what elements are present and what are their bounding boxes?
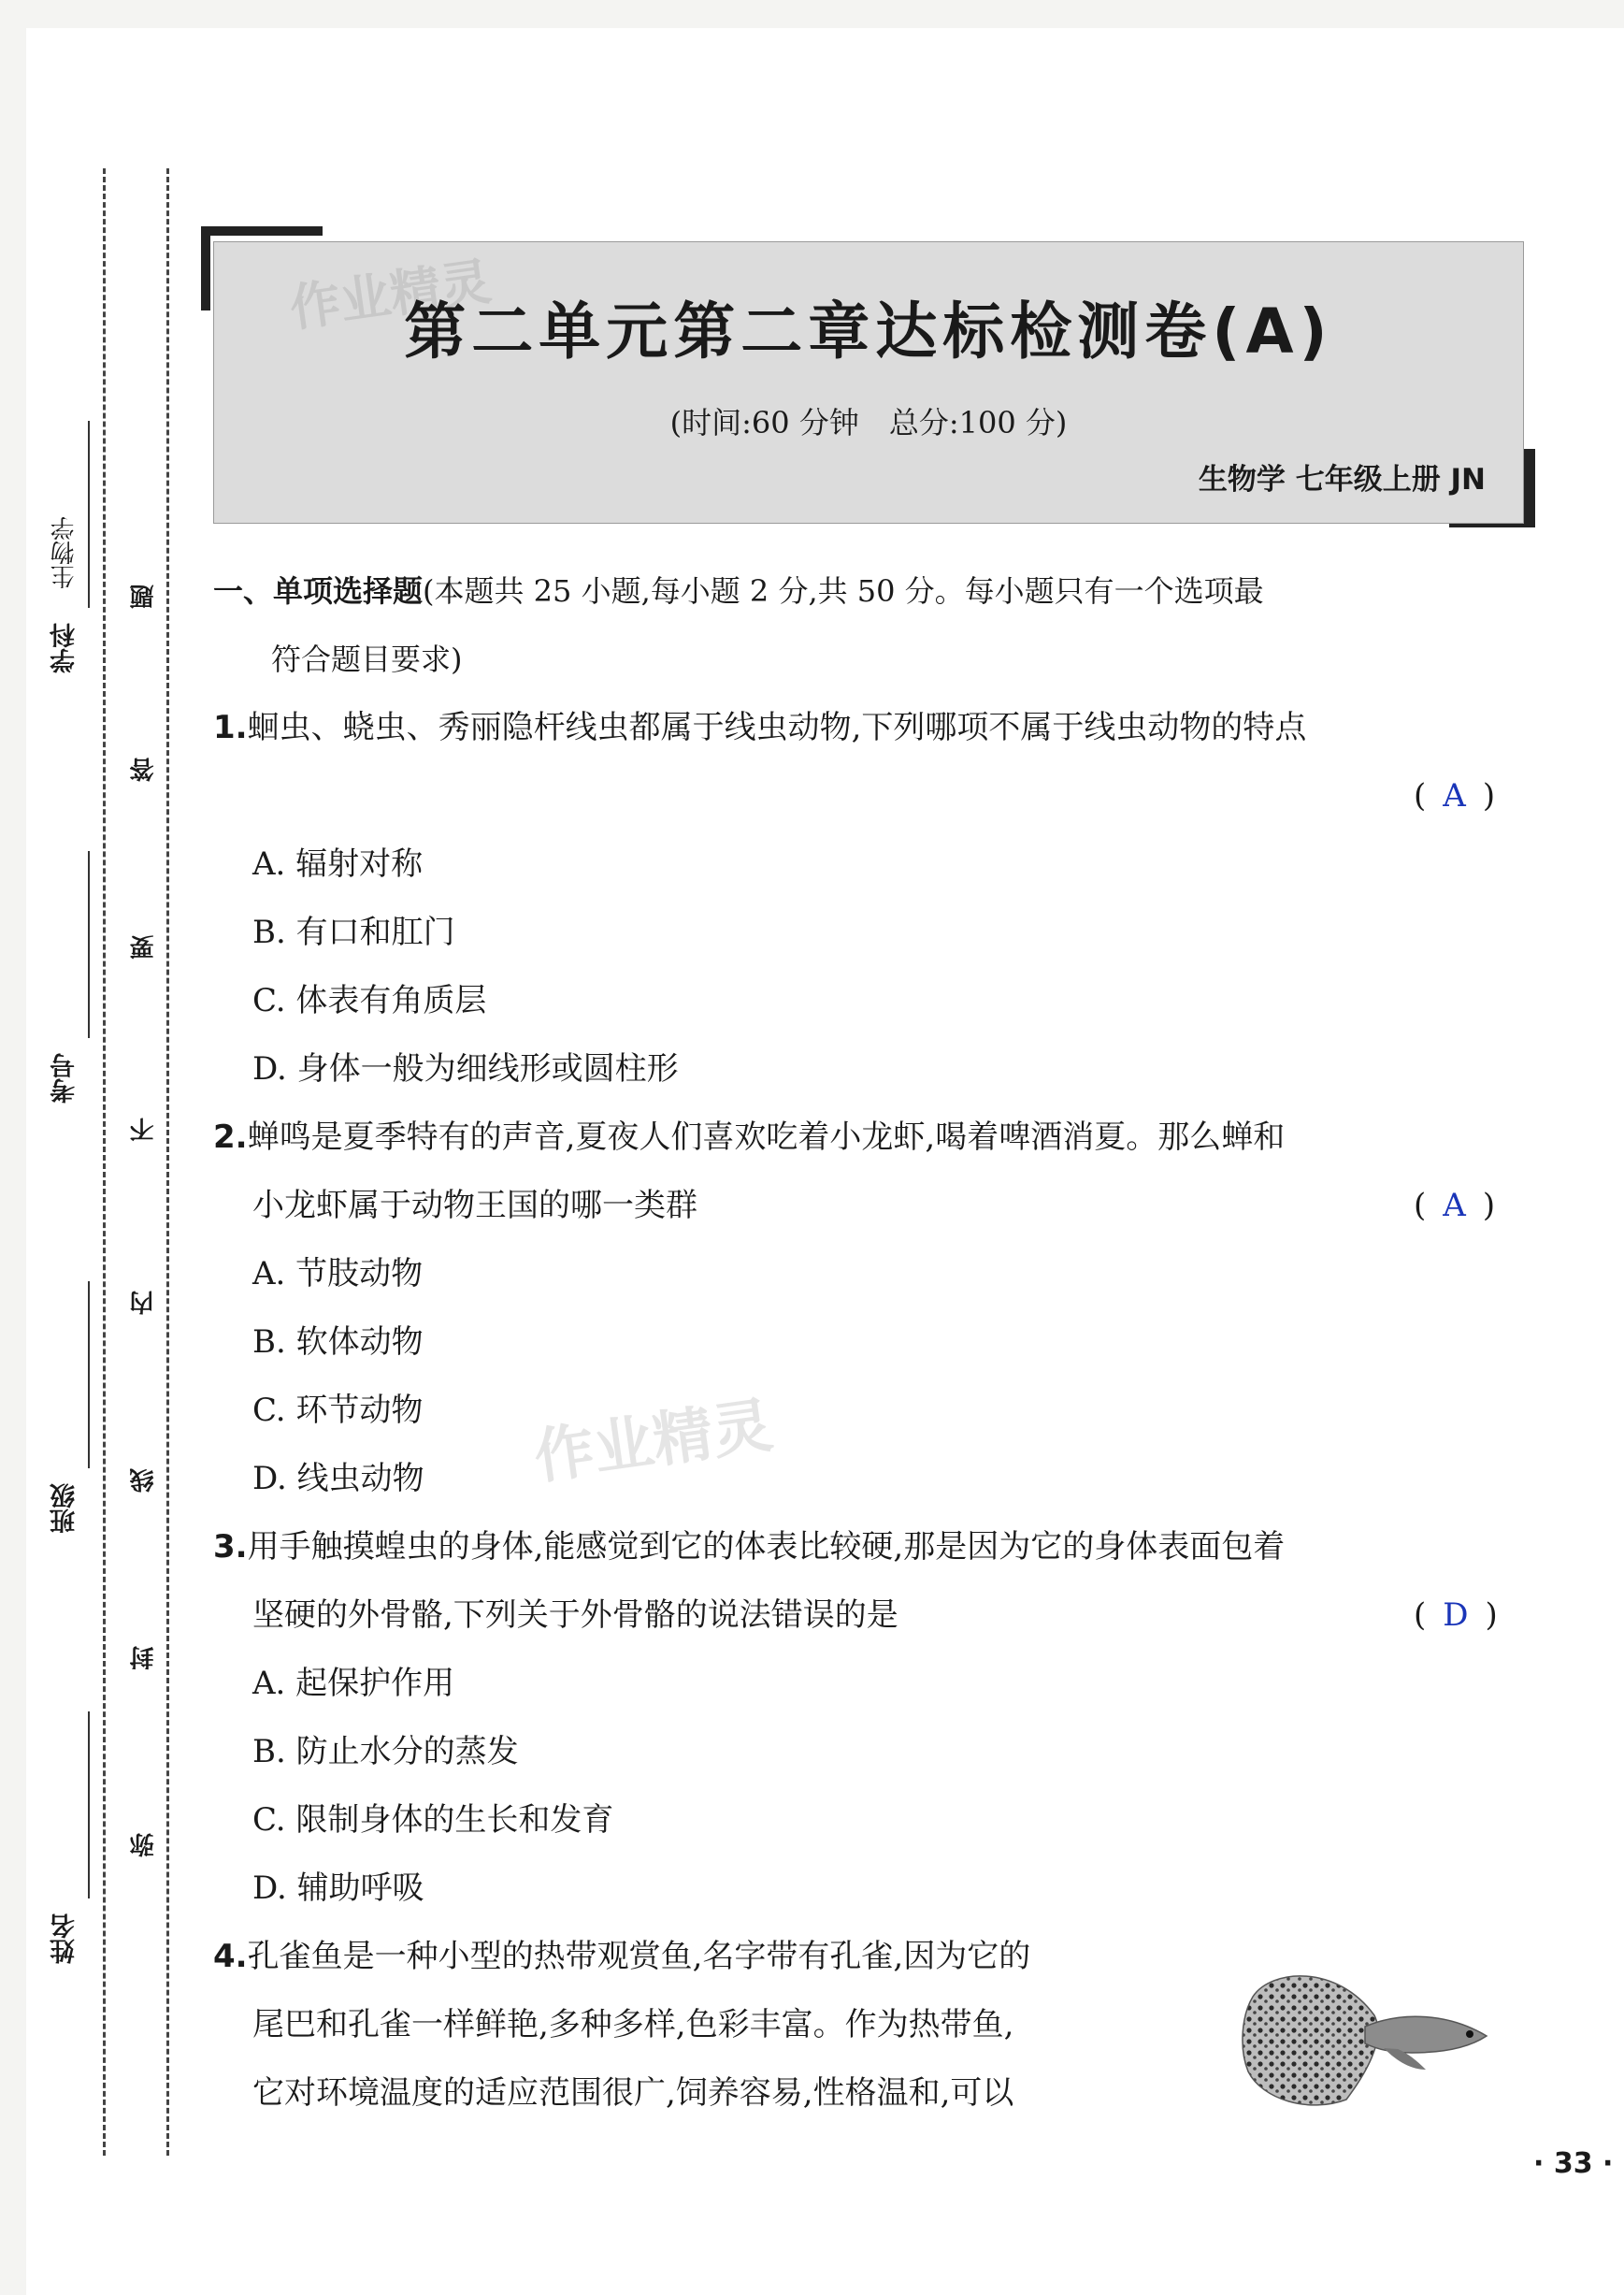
section-heading: 一、单项选择题: [213, 573, 424, 609]
seal-char: 不: [130, 1118, 158, 1142]
title-banner: [213, 241, 1524, 524]
book-label: 生物学 七年级上册 JN: [1198, 463, 1486, 497]
guppy-fish-image: [1234, 1959, 1505, 2123]
question-text-continued: 尾巴和孔雀一样鲜艳,多种多样,色彩丰富。作为热带鱼,: [252, 2006, 1014, 2043]
option[interactable]: A. 节肢动物: [252, 1255, 424, 1292]
question-number: 1.: [213, 709, 248, 746]
question-number: 4.: [213, 1938, 248, 1975]
field-exam-number-underline: [88, 851, 90, 1038]
question-text-continued: 小龙虾属于动物王国的哪一类群: [252, 1187, 697, 1224]
page-title: 第二单元第二章达标检测卷(A): [404, 296, 1333, 368]
field-class[interactable]: [47, 1253, 84, 1534]
option[interactable]: D. 辅助呼吸: [252, 1869, 424, 1907]
field-subject-underline: [88, 421, 90, 608]
section-note-continued: 符合题目要求): [271, 642, 463, 677]
field-class-underline: [88, 1281, 90, 1468]
seal-char: 题: [130, 585, 158, 609]
banner-corner-mark: [201, 226, 210, 310]
option[interactable]: B. 软体动物: [252, 1323, 424, 1361]
question-text-continued: 坚硬的外骨骼,下列关于外骨骼的说法错误的是: [252, 1596, 898, 1634]
question-text: 用手触摸蝗虫的身体,能感觉到它的体表比较硬,那是因为它的身体表面包着: [247, 1528, 1286, 1566]
seal-char: 封: [130, 1646, 158, 1670]
answer-bracket[interactable]: ( A ): [1414, 777, 1496, 815]
binding-dashed-line-outer: [103, 168, 106, 2156]
question-number: 2.: [213, 1119, 248, 1156]
field-exam-number[interactable]: [47, 823, 84, 1104]
binding-dashed-line-inner: [166, 168, 169, 2156]
question-1: [213, 694, 1522, 762]
field-subject-label: 学科: [50, 623, 79, 673]
section-note: (本题共 25 小题,每小题 2 分,共 50 分。每小题只有一个选项最: [423, 573, 1264, 609]
section-instructions: [213, 557, 1522, 694]
banner-corner-mark: [201, 226, 323, 236]
seal-char: 线: [130, 1468, 158, 1493]
question-3: [213, 1513, 1522, 1581]
field-exam-number-label: 考号: [50, 1053, 79, 1104]
watermark: 作业精灵: [529, 1391, 777, 1494]
question-text: 蛔虫、蛲虫、秀丽隐杆线虫都属于线虫动物,下列哪项不属于线虫动物的特点: [247, 709, 1307, 746]
option[interactable]: B. 有口和肛门: [252, 914, 455, 951]
answer-value: A: [1443, 777, 1466, 815]
question-text-continued: 它对环境温度的适应范围很广,饲养容易,性格温和,可以: [252, 2074, 1014, 2112]
option[interactable]: C. 限制身体的生长和发育: [252, 1801, 614, 1839]
answer-bracket[interactable]: ( A ): [1414, 1187, 1496, 1224]
option[interactable]: D. 身体一般为细线形或圆柱形: [252, 1050, 679, 1088]
option[interactable]: A. 辐射对称: [252, 845, 424, 883]
answer-value: D: [1443, 1596, 1469, 1634]
seal-char: 答: [130, 758, 158, 782]
answer-bracket[interactable]: ( D ): [1414, 1596, 1498, 1634]
question-text: 孔雀鱼是一种小型的热带观赏鱼,名字带有孔雀,因为它的: [247, 1938, 1031, 1975]
field-name[interactable]: [47, 1683, 84, 1964]
option[interactable]: B. 防止水分的蒸发: [252, 1733, 519, 1770]
answer-value: A: [1443, 1187, 1466, 1224]
option[interactable]: C. 体表有角质层: [252, 982, 487, 1019]
option[interactable]: C. 环节动物: [252, 1392, 424, 1429]
exam-time-score: (时间:60 分钟 总分:100 分): [669, 405, 1068, 440]
field-name-underline: [88, 1711, 90, 1898]
field-name-label: 姓名: [50, 1913, 79, 1964]
seal-char: 弥: [130, 1833, 158, 1857]
question-number: 3.: [213, 1528, 248, 1566]
option[interactable]: D. 线虫动物: [252, 1460, 424, 1497]
watermark: 作业精灵: [286, 252, 495, 339]
option[interactable]: A. 起保护作用: [252, 1665, 455, 1702]
seal-char: 内: [130, 1291, 158, 1315]
question-text: 蝉鸣是夏季特有的声音,夏夜人们喜欢吃着小龙虾,喝着啤酒消夏。那么蝉和: [247, 1119, 1286, 1156]
field-subject[interactable]: [47, 393, 84, 673]
page-number: · 33 ·: [1533, 2147, 1614, 2180]
field-subject-value: 生物学: [50, 516, 79, 589]
question-2: [213, 1104, 1522, 1172]
field-class-label: 班级: [50, 1483, 79, 1534]
seal-char: 要: [130, 935, 158, 960]
